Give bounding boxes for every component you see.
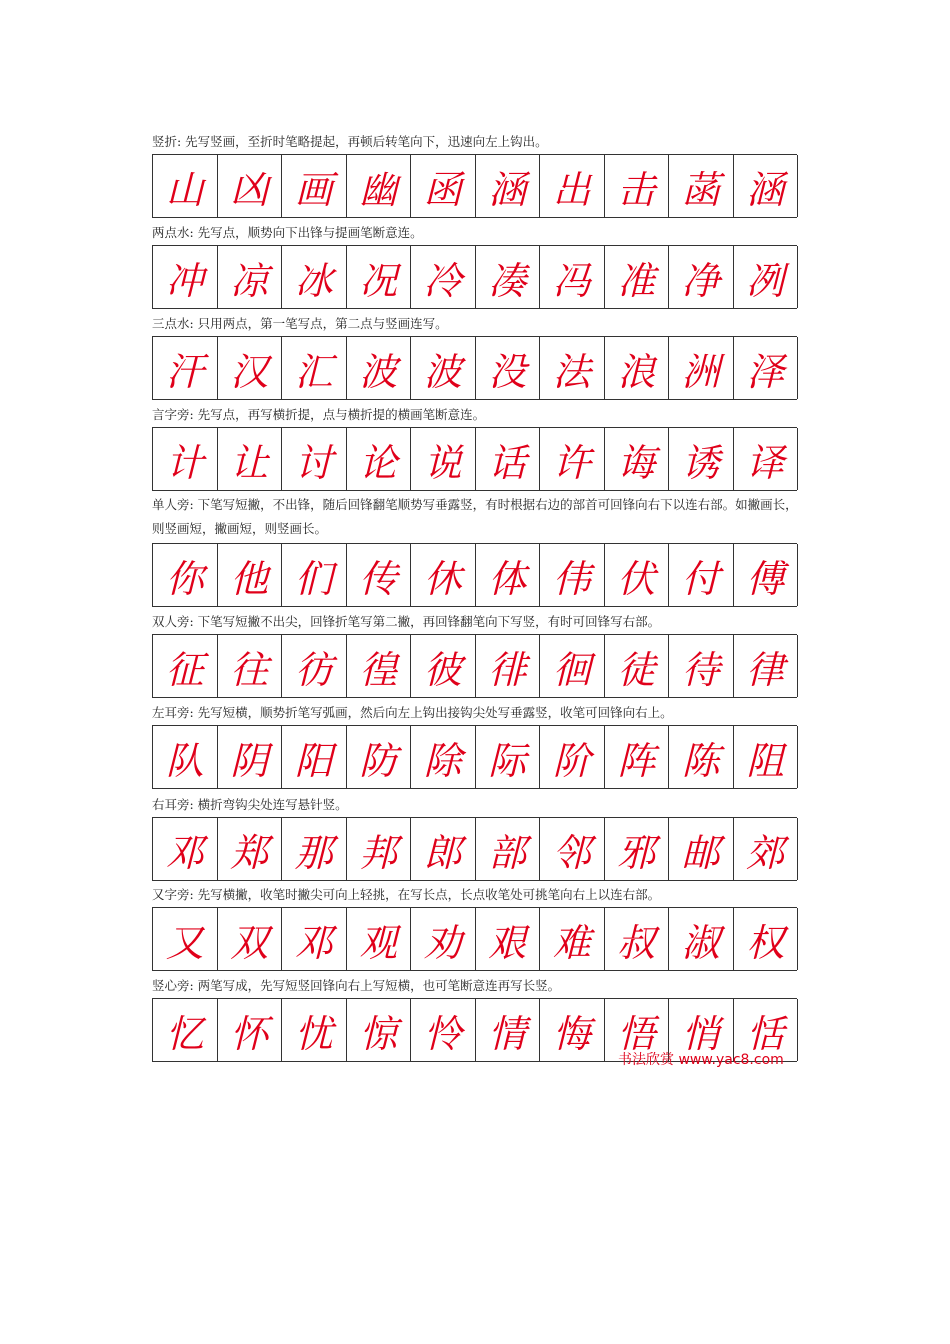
character-cell: 郎 <box>411 818 476 880</box>
character-cell: 休 <box>411 544 476 606</box>
character-grid <box>152 725 797 789</box>
character-cell: 彷 <box>282 635 347 697</box>
section-left-ear-radical <box>152 702 798 789</box>
character-cell: 邪 <box>605 818 670 880</box>
character-cell: 徨 <box>347 635 412 697</box>
character-grid <box>152 543 797 607</box>
character-cell: 徊 <box>540 635 605 697</box>
character-cell: 阶 <box>540 726 605 788</box>
character-cell: 难 <box>540 908 605 970</box>
character-cell: 你 <box>153 544 218 606</box>
character-cell: 涵 <box>476 155 541 217</box>
character-cell: 部 <box>476 818 541 880</box>
character-cell: 冽 <box>734 246 799 308</box>
character-cell: 山 <box>153 155 218 217</box>
character-cell: 冯 <box>540 246 605 308</box>
character-cell: 权 <box>734 908 799 970</box>
section-double-person-radical <box>152 611 798 698</box>
character-cell: 恬 <box>734 999 799 1061</box>
character-cell: 傅 <box>734 544 799 606</box>
character-cell: 出 <box>540 155 605 217</box>
character-cell: 幽 <box>347 155 412 217</box>
character-grid <box>152 817 797 881</box>
character-cell: 说 <box>411 428 476 490</box>
character-cell: 波 <box>411 337 476 399</box>
character-cell: 邓 <box>282 908 347 970</box>
section-two-dot-water <box>152 222 798 309</box>
character-cell: 传 <box>347 544 412 606</box>
section-speech-radical <box>152 404 798 491</box>
character-cell: 论 <box>347 428 412 490</box>
character-cell: 冷 <box>411 246 476 308</box>
character-cell: 诲 <box>605 428 670 490</box>
character-cell: 队 <box>153 726 218 788</box>
section-description: 左耳旁: 先写短横，顺势折笔写弧画，然后向左上钩出接钩尖处写垂露竖，收笔可回锋向右上。 <box>152 705 673 720</box>
character-cell: 彼 <box>411 635 476 697</box>
character-cell: 悟 <box>605 999 670 1061</box>
character-cell: 菡 <box>669 155 734 217</box>
section-vertical-turn <box>152 131 798 218</box>
character-cell: 际 <box>476 726 541 788</box>
character-cell: 付 <box>669 544 734 606</box>
section-three-dot-water <box>152 313 798 400</box>
character-cell: 艰 <box>476 908 541 970</box>
character-grid <box>152 154 797 218</box>
character-cell: 徘 <box>476 635 541 697</box>
section-description: 竖心旁: 两笔写成，先写短竖回锋向右上写短横，也可笔断意连再写长竖。 <box>152 978 561 993</box>
character-cell: 邻 <box>540 818 605 880</box>
character-cell: 准 <box>605 246 670 308</box>
character-cell: 诱 <box>669 428 734 490</box>
character-cell: 悄 <box>669 999 734 1061</box>
section-description: 两点水: 先写点，顺势向下出锋与提画笔断意连。 <box>152 225 423 240</box>
character-grid <box>152 245 797 309</box>
character-cell: 波 <box>347 337 412 399</box>
character-cell: 忆 <box>153 999 218 1061</box>
character-cell: 让 <box>218 428 283 490</box>
character-cell: 情 <box>476 999 541 1061</box>
character-cell: 伟 <box>540 544 605 606</box>
character-cell: 淑 <box>669 908 734 970</box>
character-cell: 阻 <box>734 726 799 788</box>
section-description: 言字旁: 先写点，再写横折提，点与横折提的横画笔断意连。 <box>152 407 486 422</box>
character-cell: 阳 <box>282 726 347 788</box>
character-cell: 悔 <box>540 999 605 1061</box>
section-single-person-radical <box>152 493 798 607</box>
character-cell: 译 <box>734 428 799 490</box>
character-cell: 往 <box>218 635 283 697</box>
character-cell: 惊 <box>347 999 412 1061</box>
character-grid <box>152 427 797 491</box>
character-cell: 法 <box>540 337 605 399</box>
character-cell: 双 <box>218 908 283 970</box>
section-description: 右耳旁: 横折弯钩尖处连写悬针竖。 <box>152 797 348 812</box>
character-cell: 冰 <box>282 246 347 308</box>
character-cell: 况 <box>347 246 412 308</box>
character-cell: 击 <box>605 155 670 217</box>
character-cell: 忧 <box>282 999 347 1061</box>
character-cell: 陈 <box>669 726 734 788</box>
character-cell: 汗 <box>153 337 218 399</box>
character-cell: 洲 <box>669 337 734 399</box>
watermark-text: 书法欣赏 www.yac8.com <box>618 1052 784 1068</box>
character-cell: 许 <box>540 428 605 490</box>
character-cell: 邮 <box>669 818 734 880</box>
character-cell: 邦 <box>347 818 412 880</box>
character-cell: 律 <box>734 635 799 697</box>
character-cell: 除 <box>411 726 476 788</box>
character-cell: 体 <box>476 544 541 606</box>
character-cell: 徒 <box>605 635 670 697</box>
character-cell: 涵 <box>734 155 799 217</box>
character-cell: 叔 <box>605 908 670 970</box>
character-cell: 凑 <box>476 246 541 308</box>
character-cell: 汇 <box>282 337 347 399</box>
character-cell: 邓 <box>153 818 218 880</box>
character-cell: 怀 <box>218 999 283 1061</box>
section-description: 单人旁: 下笔写短撇，不出锋，随后回锋翻笔顺势写垂露竖，有时根据右边的部首可回锋向右下以连右部。如撇画长，则竖画短，撇画短，则竖画长。 <box>152 497 798 536</box>
character-cell: 阵 <box>605 726 670 788</box>
section-description: 又字旁: 先写横撇，收笔时撇尖可向上轻挑，在写长点，长点收笔处可挑笔向右上以连右部。 <box>152 887 661 902</box>
character-grid <box>152 634 797 698</box>
character-grid <box>152 336 797 400</box>
character-cell: 郑 <box>218 818 283 880</box>
character-cell: 们 <box>282 544 347 606</box>
character-cell: 没 <box>476 337 541 399</box>
character-cell: 他 <box>218 544 283 606</box>
character-cell: 阴 <box>218 726 283 788</box>
character-cell: 防 <box>347 726 412 788</box>
character-cell: 函 <box>411 155 476 217</box>
character-cell: 又 <box>153 908 218 970</box>
character-cell: 征 <box>153 635 218 697</box>
section-description: 三点水: 只用两点，第一笔写点，第二点与竖画连写。 <box>152 316 448 331</box>
character-cell: 待 <box>669 635 734 697</box>
character-cell: 劝 <box>411 908 476 970</box>
character-cell: 怜 <box>411 999 476 1061</box>
character-cell: 泽 <box>734 337 799 399</box>
section-description: 双人旁: 下笔写短撇不出尖，回锋折笔写第二撇，再回锋翻笔向下写竖，有时可回锋写右部。 <box>152 614 661 629</box>
section-right-ear-radical <box>152 794 798 881</box>
character-grid <box>152 907 797 971</box>
character-cell: 那 <box>282 818 347 880</box>
character-cell: 凶 <box>218 155 283 217</box>
character-cell: 冲 <box>153 246 218 308</box>
section-description: 竖折: 先写竖画，至折时笔略提起，再顿后转笔向下，迅速向左上钩出。 <box>152 134 548 149</box>
character-cell: 净 <box>669 246 734 308</box>
character-cell: 汉 <box>218 337 283 399</box>
character-cell: 画 <box>282 155 347 217</box>
character-cell: 讨 <box>282 428 347 490</box>
character-cell: 话 <box>476 428 541 490</box>
character-cell: 浪 <box>605 337 670 399</box>
character-cell: 计 <box>153 428 218 490</box>
character-cell: 观 <box>347 908 412 970</box>
character-cell: 郊 <box>734 818 799 880</box>
character-cell: 凉 <box>218 246 283 308</box>
section-again-radical <box>152 884 798 971</box>
character-cell: 伏 <box>605 544 670 606</box>
